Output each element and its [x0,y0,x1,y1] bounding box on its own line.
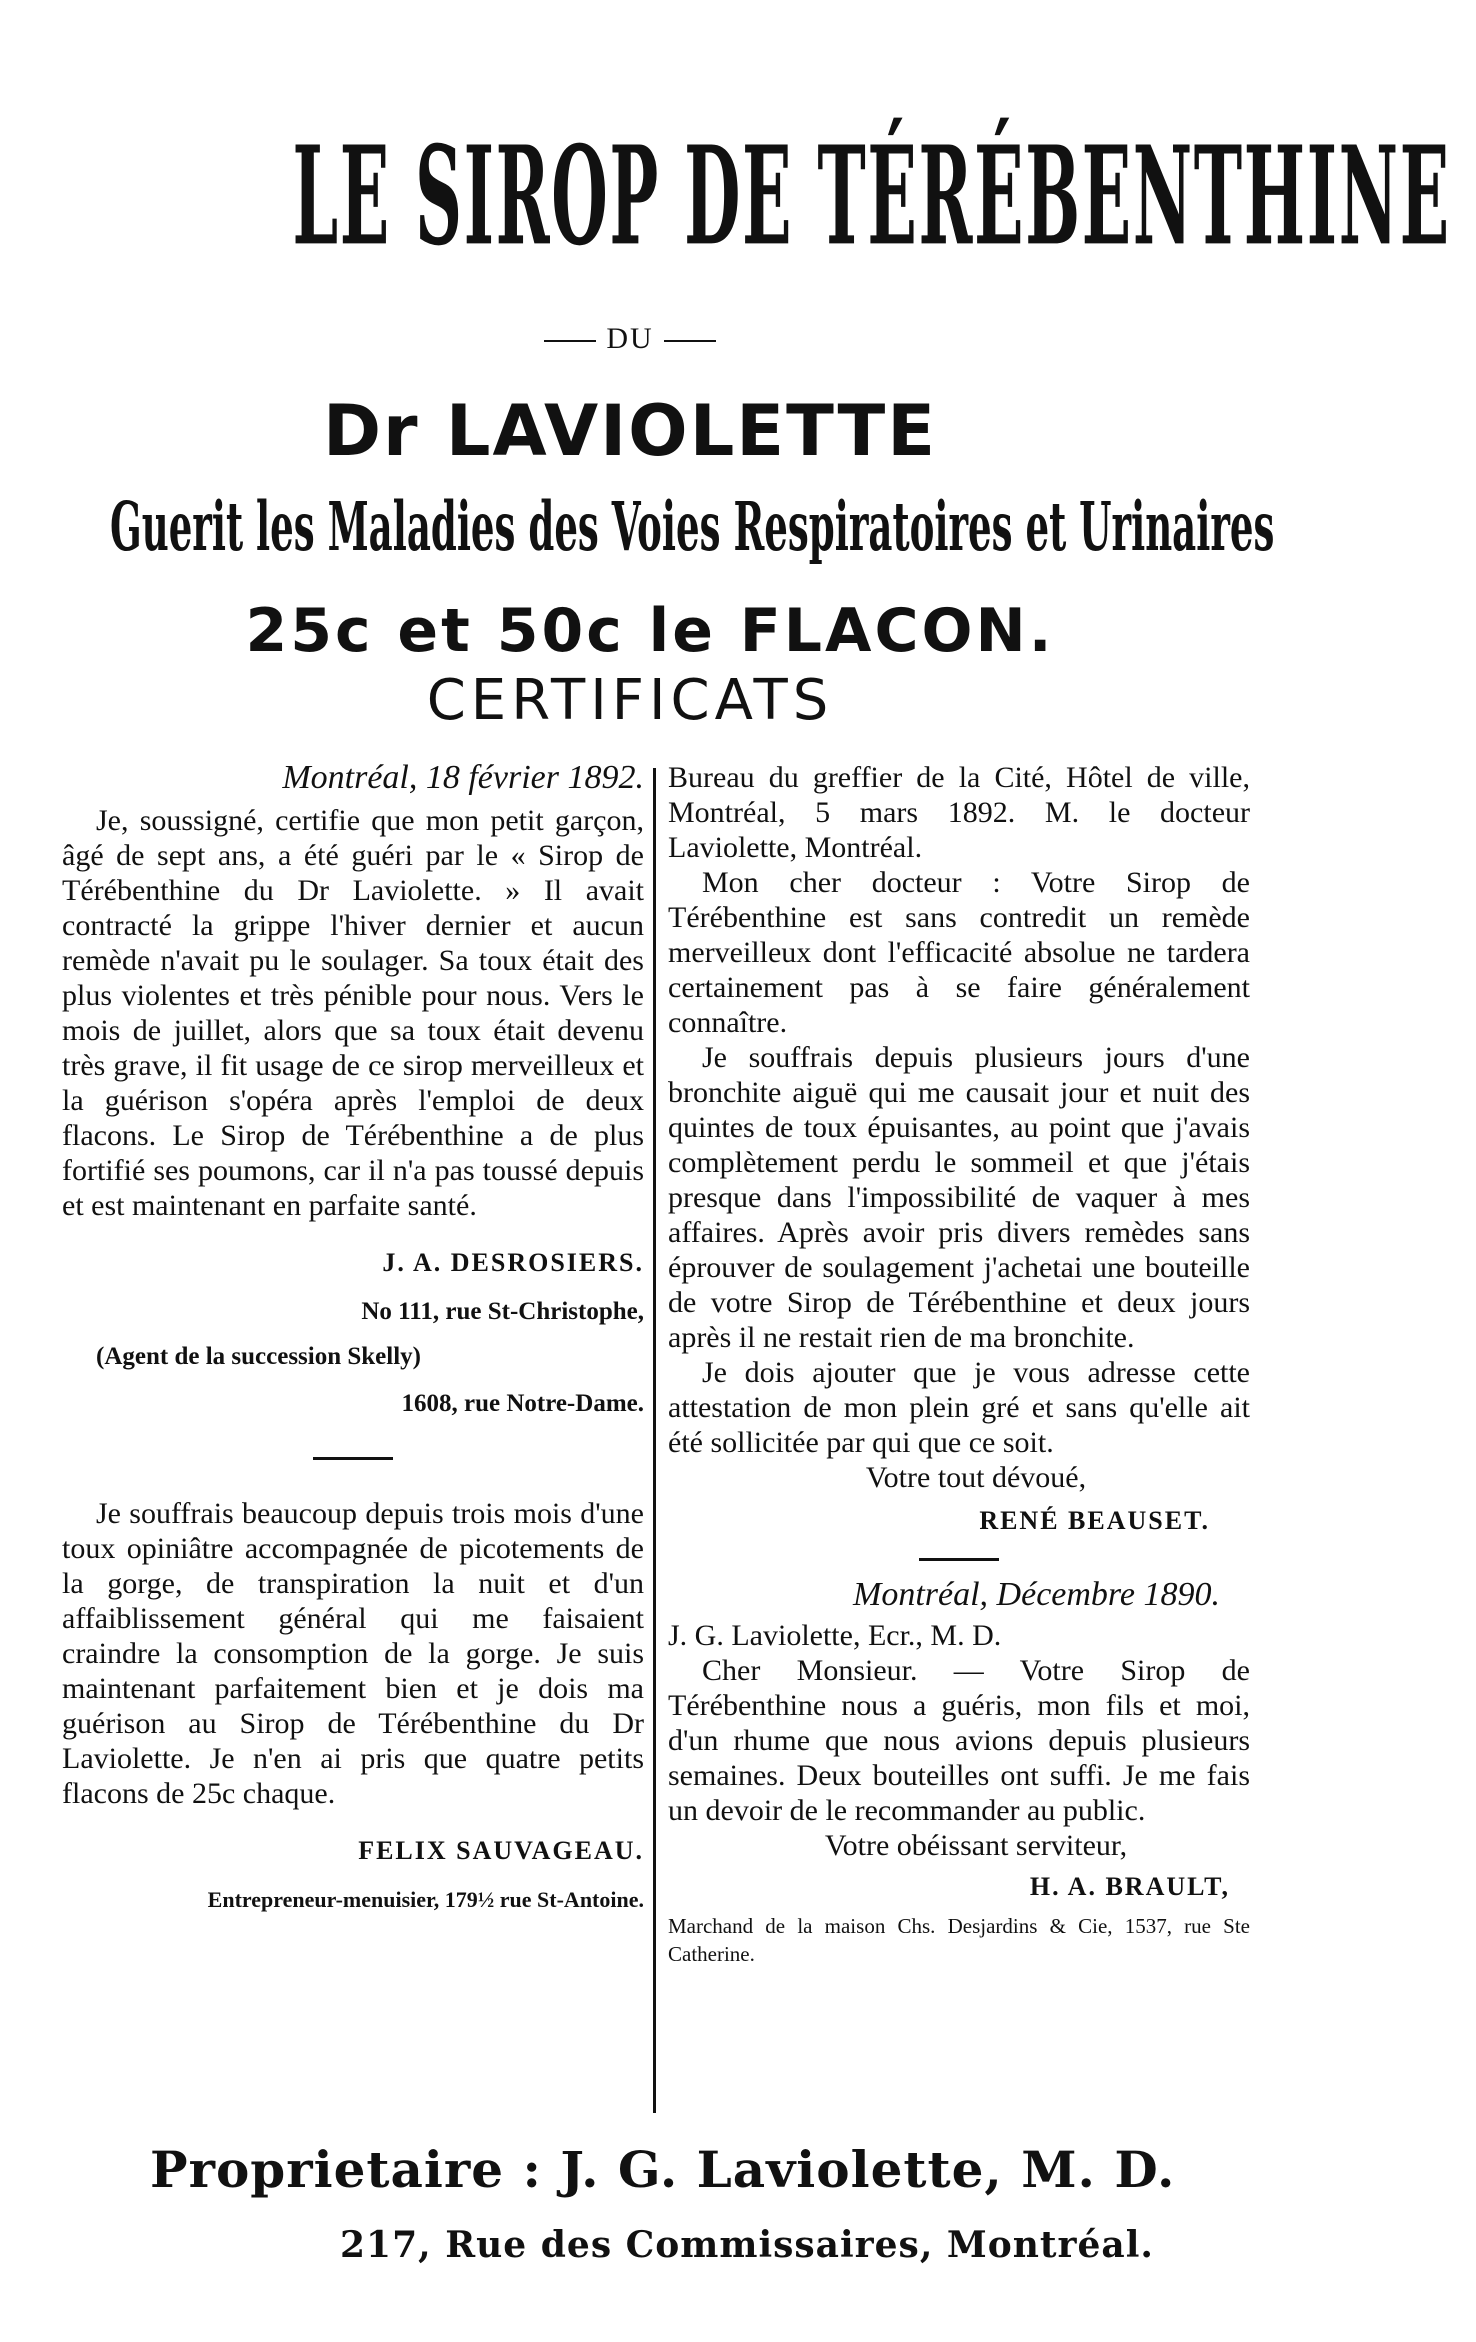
doctor-name: Dr LAVIOLETTE [322,390,938,472]
price-line: 25c et 50c le FLACON. [245,596,1055,666]
section-heading: CERTIFICATS [426,668,834,733]
cert3-para-3: Je dois ajouter que je vous adresse cette attestation de mon plein gré et sans qu'elle ait été sollicitée par qui que ce soit. [668,1356,1250,1459]
cert3-header: Bureau du greffier de la Cité, Hôtel de ville, Montréal, 5 mars 1892. M. le docteur Laviolette, Montréal. [668,761,1250,864]
cures-block [0,488,1476,578]
cures-subtitle: Guerit les Maladies des Voies Respiratoires et Urinaires [110,488,1275,567]
cert1-address-3: 1608, rue Notre-Dame. [401,1390,644,1417]
cert4-address: Marchand de la maison Chs. Desjardins & Cie, 1537, rue Ste Catherine. [668,1914,1250,1966]
divider-left [544,340,596,342]
cert1-body: Je, soussigné, certifie que mon petit garçon, âgé de sept ans, a été guéri par le « Sirop de Térébenthine du Dr Laviolette. » Il avait contracté la grippe l'hiver dernier et aucun remède n'avait pu le soulager. Sa toux était des plus violentes et très pénible pour nous. Vers le mois de juillet, alors que sa toux était devenu très grave, il fit usage de ce sirop merveilleux et la guérison s'opéra après l'emploi de deux flacons. Le Sirop de Térébenthine a de plus fortifié ses poumons, car il n'a pas toussé depuis et est maintenant en parfaite santé. [62,804,644,1222]
du-line [0,322,1260,356]
right-column [668,760,1250,1968]
cert1-signature: J. A. DESROSIERS. [382,1248,644,1277]
column-divider [653,768,656,2113]
cert3-para-1: Mon cher docteur : Votre Sirop de Térébenthine est sans contredit un remède merveilleux dont l'efficacité absolue ne tardera certainement pas à se faire généralement connaître. [668,866,1250,1039]
cert2-address: Entrepreneur-menuisier, 179½ rue St-Antoine. [207,1887,644,1912]
cert4-body: Cher Monsieur. — Votre Sirop de Térébenthine nous a guéris, mon fils et moi, d'un rhume que nous avions depuis plusieurs semaines. Deux bouteilles ont suffi. Je me fais un devoir de le recommander au public. [668,1654,1250,1827]
cert2-signature: FELIX SAUVAGEAU. [358,1836,644,1865]
section-rule [313,1457,393,1460]
cert4-closing: Votre obéissant serviteur, [824,1829,1128,1862]
cert2-body: Je souffrais beaucoup depuis trois mois d'une toux opiniâtre accompagnée de picotements de la gorge, de transpiration la nuit et d'un affaiblissement général qui me faisaient craindre la consomption de la gorge. Je suis maintenant parfaitement bien et je dois ma guérison au Sirop de Térébenthine du Dr Laviolette. Je n'en ai pris que quatre petits flacons de 25c chaque. [62,1497,644,1810]
cert3-para-2: Je souffrais depuis plusieurs jours d'une bronchite aiguë qui me causait jour et nuit des quintes de toux épuisantes, au point que j'avais complètement perdu le sommeil et que j'étais presque dans l'impossibilité de vaquer à mes affaires. Après avoir pris divers remèdes sans éprouver de soulagement j'achetai une bouteille de votre Sirop de Térébenthine et deux jours après il ne restait rien de ma bronchite. [668,1041,1250,1354]
title-block [0,110,1476,290]
cert4-dateline: Montréal, Décembre 1890. [853,1576,1220,1613]
cert3-signature: RENÉ BEAUSET. [979,1506,1210,1535]
section-rule-right [919,1558,999,1561]
page-title: LE SIROP DE TÉRÉBENTHINE [292,115,1451,276]
cert4-addressee: J. G. Laviolette, Ecr., M. D. [668,1619,1002,1652]
cert4-signature: H. A. BRAULT, [1029,1872,1230,1901]
proprietor-line: Proprietaire : J. G. Laviolette, M. D. [150,2140,1176,2199]
proprietor-address: 217, Rue des Commissaires, Montréal. [340,2224,1154,2266]
divider-right [664,340,716,342]
du-text: DU [606,322,654,355]
cert3-closing: Votre tout dévoué, [865,1461,1087,1494]
cert1-address-1: No 111, rue St-Christophe, [361,1298,644,1325]
cert1-address-2: (Agent de la succession Skelly) [96,1343,421,1370]
cert1-dateline: Montréal, 18 février 1892. [282,759,644,796]
left-column [62,760,644,1917]
